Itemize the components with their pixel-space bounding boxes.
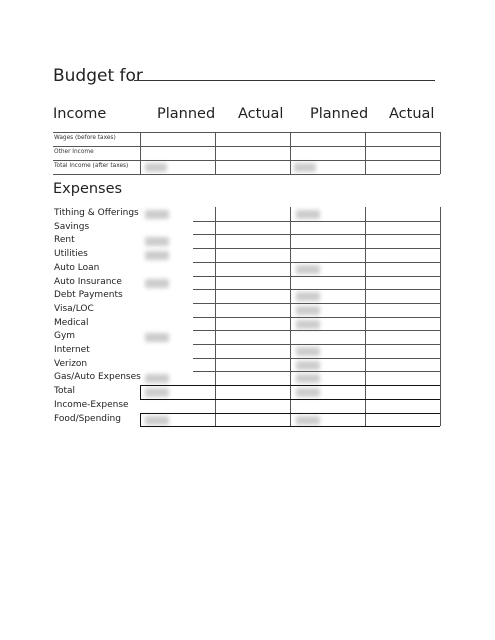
expenses-table: [53, 207, 440, 429]
table-rule: [53, 132, 440, 133]
expense-row-label: Income-Expense: [54, 399, 129, 410]
expenses-heading: Expenses: [53, 181, 123, 197]
table-column-rule: [290, 207, 291, 426]
expense-row-label: Tithing & Offerings: [54, 208, 139, 218]
expense-row: [53, 317, 440, 331]
table-rule: [53, 174, 440, 175]
table-rule: [193, 276, 440, 277]
table-rule: [193, 317, 440, 318]
table-rule: [53, 160, 440, 161]
expense-row: [53, 221, 440, 235]
redacted-planned-value: [296, 292, 320, 301]
total-box-rule: [140, 426, 440, 427]
redacted-planned-value: [296, 265, 320, 274]
expense-row: [53, 330, 440, 344]
expense-row-label: Auto Insurance: [54, 276, 122, 287]
income-row-label: Wages (before taxes): [54, 135, 116, 141]
table-column-rule: [290, 132, 291, 174]
table-column-rule: [440, 207, 441, 426]
income-row: [53, 160, 440, 174]
expense-row: [53, 344, 440, 358]
column-header-actual-2: Actual: [389, 106, 435, 122]
table-rule: [193, 344, 440, 345]
table-rule: [193, 358, 440, 359]
redacted-planned-value: [296, 388, 320, 397]
income-table: [53, 132, 440, 174]
expense-row: [53, 413, 440, 427]
expense-row: [53, 234, 440, 248]
expense-row: [53, 358, 440, 372]
expense-row-label: Gas/Auto Expenses: [54, 372, 141, 383]
budget-title: Budget for: [53, 66, 143, 86]
redacted-planned-value: [145, 333, 169, 342]
expense-row: [53, 262, 440, 276]
expense-row-label: Food/Spending: [54, 413, 121, 424]
table-column-rule: [215, 132, 216, 174]
income-heading: Income: [53, 106, 107, 122]
total-box-rule: [140, 413, 141, 427]
expense-row-label: Medical: [54, 317, 89, 328]
expense-row: [53, 385, 440, 399]
expense-row: [53, 371, 440, 385]
table-rule: [193, 289, 440, 290]
expense-row-label: Utilities: [54, 249, 88, 260]
redacted-planned-value: [145, 163, 167, 172]
expense-row: [53, 399, 440, 413]
redacted-planned-value: [296, 374, 320, 383]
redacted-planned-value: [294, 163, 316, 172]
income-row: [53, 132, 440, 146]
income-row-label: Other Income: [54, 149, 94, 155]
table-rule: [193, 303, 440, 304]
table-rule: [193, 221, 440, 222]
redacted-planned-value: [145, 279, 169, 288]
table-rule: [193, 371, 440, 372]
redacted-planned-value: [296, 347, 320, 356]
table-column-rule: [365, 132, 366, 174]
redacted-planned-value: [296, 210, 320, 219]
column-header-actual-1: Actual: [238, 106, 284, 122]
table-rule: [193, 262, 440, 263]
table-rule: [193, 330, 440, 331]
total-box-rule: [140, 385, 141, 399]
expense-row: [53, 207, 440, 221]
table-rule: [193, 234, 440, 235]
expense-row-label: Rent: [54, 235, 75, 246]
redacted-planned-value: [296, 320, 320, 329]
redacted-planned-value: [145, 210, 169, 219]
table-rule: [193, 248, 440, 249]
expense-row-label: Gym: [54, 331, 76, 342]
expense-row-label: Visa/LOC: [54, 303, 94, 314]
table-column-rule: [215, 207, 216, 426]
expense-row: [53, 248, 440, 262]
expense-row-label: Verizon: [54, 358, 88, 369]
redacted-planned-value: [296, 306, 320, 315]
redacted-planned-value: [145, 388, 169, 397]
total-box-rule: [140, 413, 440, 414]
table-column-rule: [365, 207, 366, 426]
title-fill-in-line: [134, 80, 435, 81]
expense-row-label: Total: [54, 386, 76, 397]
redacted-planned-value: [145, 416, 169, 425]
income-row-label: Total Income (after taxes): [54, 163, 129, 169]
redacted-planned-value: [145, 237, 169, 246]
column-header-planned-1: Planned: [157, 106, 216, 122]
column-header-planned-2: Planned: [310, 106, 369, 122]
redacted-planned-value: [296, 416, 320, 425]
expense-row: [53, 303, 440, 317]
total-box-rule: [140, 399, 440, 400]
redacted-planned-value: [296, 361, 320, 370]
table-column-rule: [140, 132, 141, 174]
redacted-planned-value: [145, 251, 169, 260]
total-box-rule: [140, 385, 440, 386]
table-rule: [53, 146, 440, 147]
expense-row: [53, 276, 440, 290]
expense-row: [53, 289, 440, 303]
expense-row-label: Savings: [54, 221, 90, 232]
income-row: [53, 146, 440, 160]
expense-row-label: Auto Loan: [54, 262, 100, 273]
table-column-rule: [440, 132, 441, 174]
redacted-planned-value: [145, 374, 169, 383]
expense-row-label: Debt Payments: [54, 290, 123, 301]
expense-row-label: Internet: [54, 345, 90, 355]
